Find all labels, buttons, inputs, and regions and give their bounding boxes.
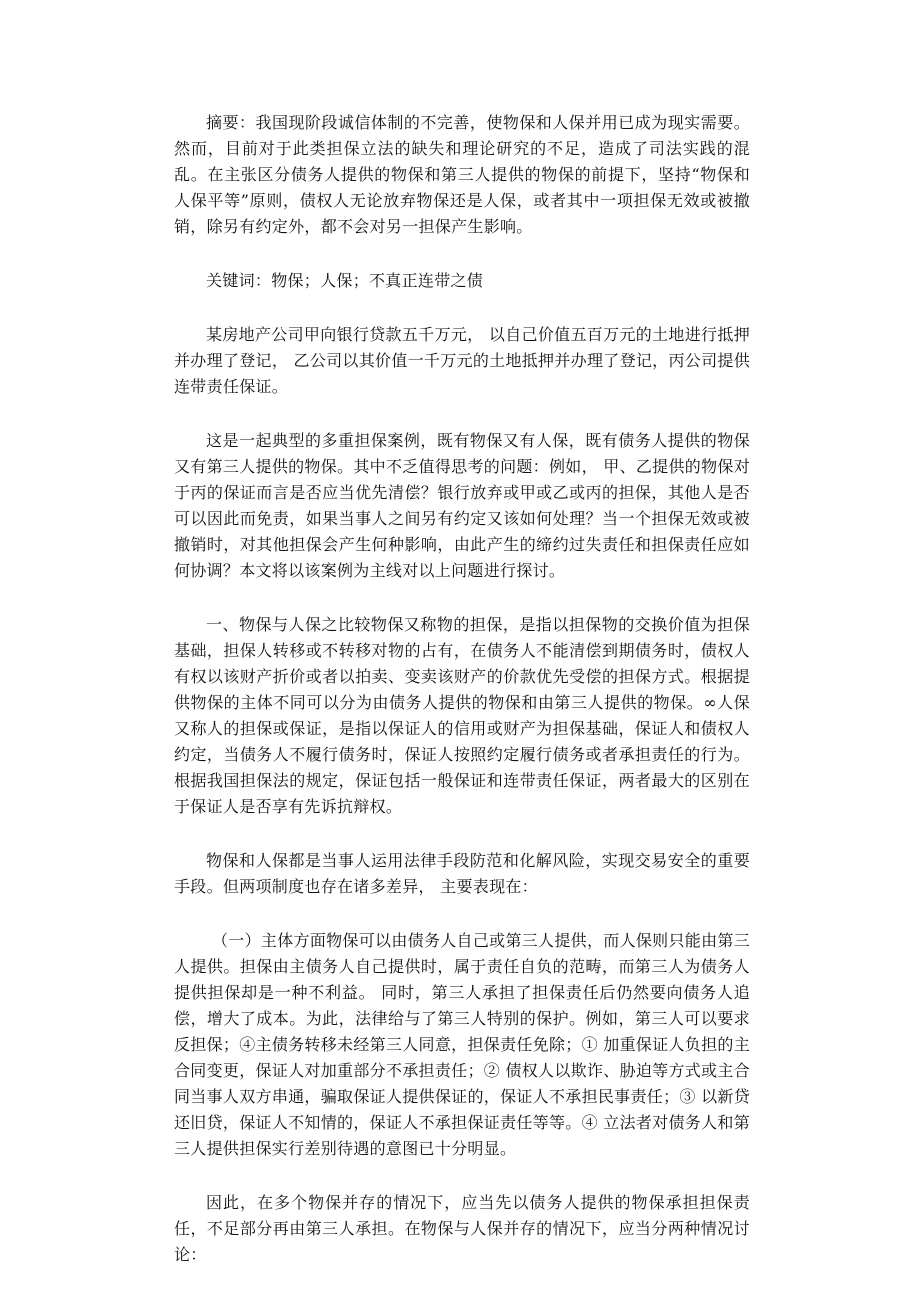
- document-body: [174, 110, 750, 1296]
- keywords-paragraph: 关键词：物保；人保；不真正连带之债: [206, 271, 484, 290]
- conclusion-paragraph: 因此，在多个物保并存的情况下，应当先以债务人提供的物保承担担保责任，不足部分再由第三人承担。在物保与人保并存的情况下，应当分两种情况讨论：: [174, 1193, 750, 1264]
- subject-difference-paragraph: （一）主体方面物保可以由债务人自己或第三人提供，而人保则只能由第三人提供。担保由主债务人自己提供时，属于责任自负的范畴，而第三人为债务人提供担保却是一种不利益。 同时，第三人承担了担保责任后仍然要向债务人追偿，增大了成本。为此，法律给与了第三人特别的保护。例如，第三人可以要求反担保；④主债务转移未经第三人同意，担保责任免除；① 加重保证人负担的主合同变更，保证人对加重部分不承担责任；② 债权人以欺诈、胁迫等方式或主合同当事人双方串通，骗取保证人提供保证的，保证人不承担民事责任；③ 以新贷还旧贷，保证人不知情的，保证人不承担保证责任等等。④ 立法者对债务人和第三人提供担保实行差别待遇的意图已十分明显。: [174, 931, 750, 1158]
- abstract-paragraph: 摘要：我国现阶段诚信体制的不完善，使物保和人保并用已成为现实需要。然而，目前对于此类担保立法的缺失和理论研究的不足，造成了司法实践的混乱。在主张区分债务人提供的物保和第三人提供的物保的前提下，坚持“物保和人保平等”原则，债权人无论放弃物保还是人保，或者其中一项担保无效或被撤销，除另有约定外，都不会对另一担保产生影响。: [174, 113, 750, 236]
- comparison-paragraph: 一、物保与人保之比较物保又称物的担保，是指以担保物的交换价值为担保基础，担保人转移或不转移对物的占有，在债务人不能清偿到期债务时，债权人有权以该财产折价或者以拍卖、变卖该财产的价款优先受偿的担保方式。根据提供物保的主体不同可以分为由债务人提供的物保和由第三人提供的物保。∞人保又称人的担保或保证，是指以保证人的信用或财产为担保基础，保证人和债权人约定，当债务人不履行债务时，保证人按照约定履行债务或者承担责任的行为。根据我国担保法的规定，保证包括一般保证和连带责任保证，两者最大的区别在于保证人是否享有先诉抗辩权。: [174, 615, 750, 816]
- case-paragraph: 某房地产公司甲向银行贷款五千万元， 以自己价值五百万元的土地进行抵押并办理了登记， 乙公司以其价值一千万元的土地抵押并办理了登记，丙公司提供连带责任保证。: [174, 325, 750, 396]
- differences-intro-paragraph: 物保和人保都是当事人运用法律手段防范和化解风险，实现交易安全的重要手段。但两项制度也存在诸多差异， 主要表现在：: [174, 851, 750, 896]
- case-analysis-paragraph: 这是一起典型的多重担保案例，既有物保又有人保，既有债务人提供的物保又有第三人提供的物保。其中不乏值得思考的问题：例如， 甲、乙提供的物保对于丙的保证而言是否应当优先清偿？银行放弃或甲或乙或丙的担保，其他人是否可以因此而免责，如果当事人之间另有约定又该如何处理？当一个担保无效或被撤销时，对其他担保会产生何种影响，由此产生的缔约过失责任和担保责任应如何协调？本文将以该案例为主线对以上问题进行探讨。: [174, 431, 750, 580]
